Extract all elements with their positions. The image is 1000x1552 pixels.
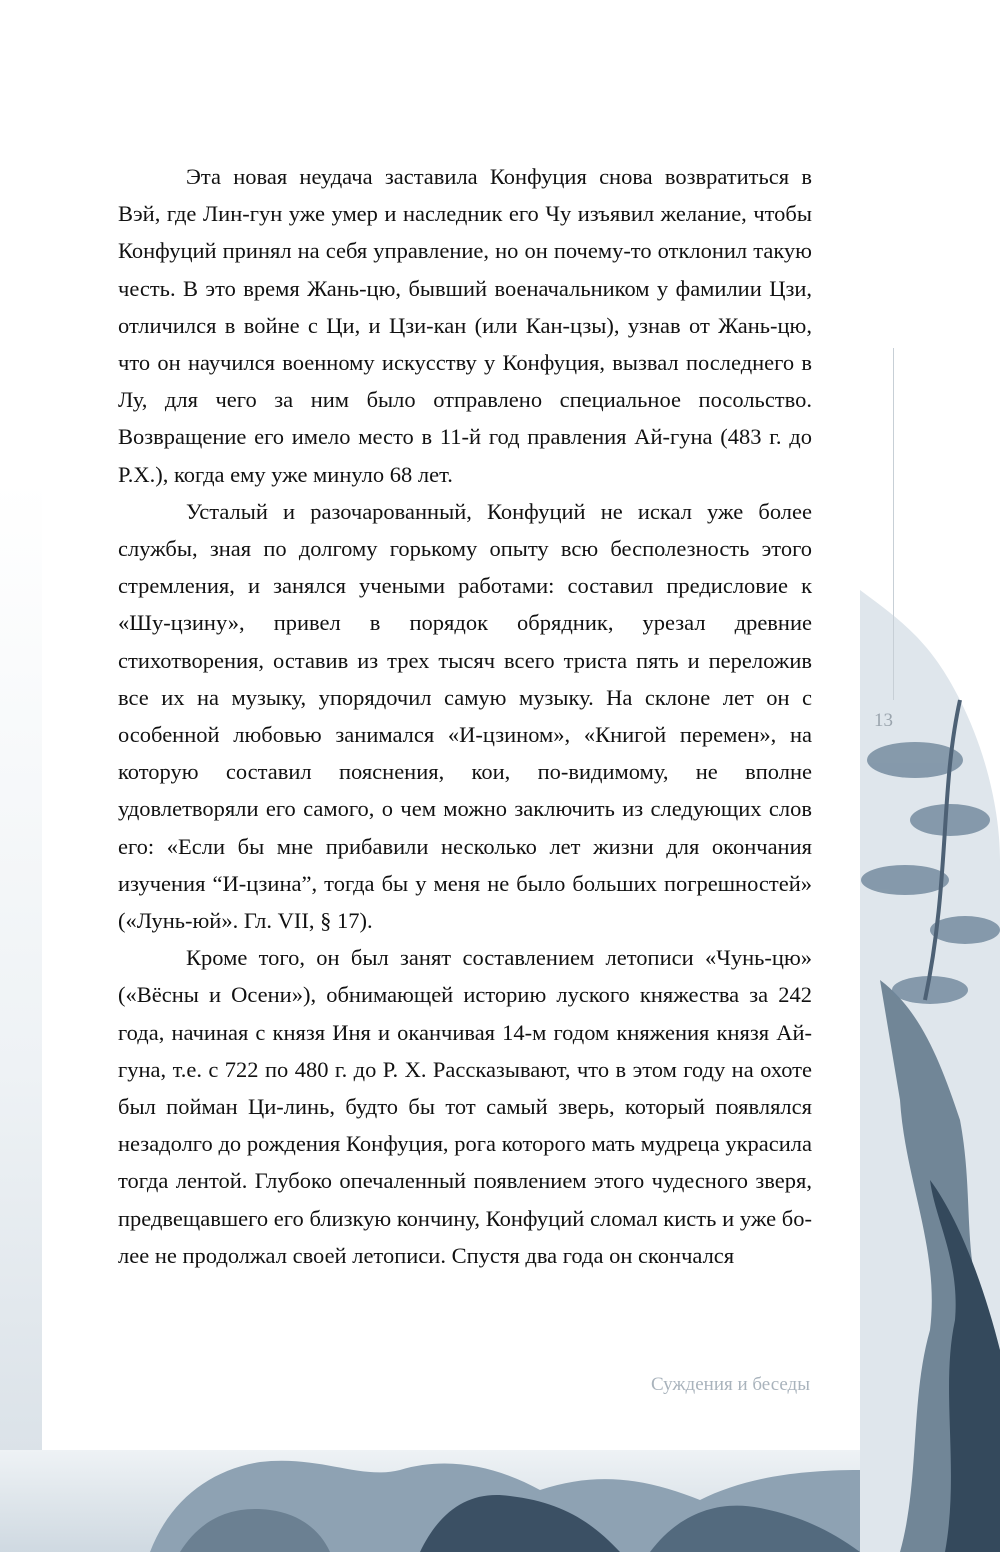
paragraph: Кроме того, он был занят составлением летописи «Чунь-цю» («Вёсны и Осени»), обнимающей историю луского княжества за 242 года, начиная с князя Иня и оканчивая 14-м годом княжения князя Ай-гуна, т.е. с 722 по 480 г. до Р. Х. Рассказывают, что в этом году на охоте был пойман Ци-линь, будто бы тот самый зверь, который появлялся незадолго до рождения Конфуция, рога которого мать мудреца украсила тогда лентой. Глубоко опечаленный появлением этого чудесного зверя, предвещавшего его близкую кончину, Конфуций сломал кисть и уже более не продолжал своей летописи. Спустя два года он скончался (118, 945, 812, 1268)
mist-left (0, 480, 42, 1552)
paragraph: Эта новая неудача заставила Конфуция снова возвратиться в Вэй, где Лин-гун уже умер и наследник его Чу изъявил желание, чтобы Конфуций принял на себя управление, но он почему-то отклонил такую честь. В это время Жань-цю, бывший военачальником у фамилии Цзи, отличился в войне с Ци, и Цзи-кан (или Кан-цзы), узнав от Жань-цю, что он научился военному искусству у Конфуция, вызвал последнего в Лу, для чего за ним было отправлено специальное посольство. Возвращение его имело место в 11-й год правления Ай-гуна (483 г. до Р.Х.), когда ему уже минуло 68 лет. (118, 164, 812, 487)
paragraph: Усталый и разочарованный, Конфуций не искал уже более службы, зная по долгому горькому опыту всю бесполезность этого стремления, и занялся учеными работами: составил предисловие к «Шу-цзину», привел в порядок обрядник, урезал древние стихотворения, оставив из трех тысяч всего триста пять и переложив все их на музыку, упорядочил самую музыку. На склоне лет он с особенной любовью занимался «И-цзином», «Книгой перемен», на которую составил пояснения, кои, по-видимому, не вполне удовлетворяли его самого, о чем можно заключить из следующих слов его: «Если бы мне прибавили несколько лет жизни для окончания изучения “И-цзина”, тогда бы у меня не было больших погрешностей» («Лунь-юй». Гл. VII, § 17). (118, 498, 812, 934)
margin-rule (893, 348, 894, 700)
body-text (118, 158, 812, 1274)
page-number: 13 (874, 710, 893, 731)
running-footer: Суждения и беседы (650, 1374, 810, 1395)
